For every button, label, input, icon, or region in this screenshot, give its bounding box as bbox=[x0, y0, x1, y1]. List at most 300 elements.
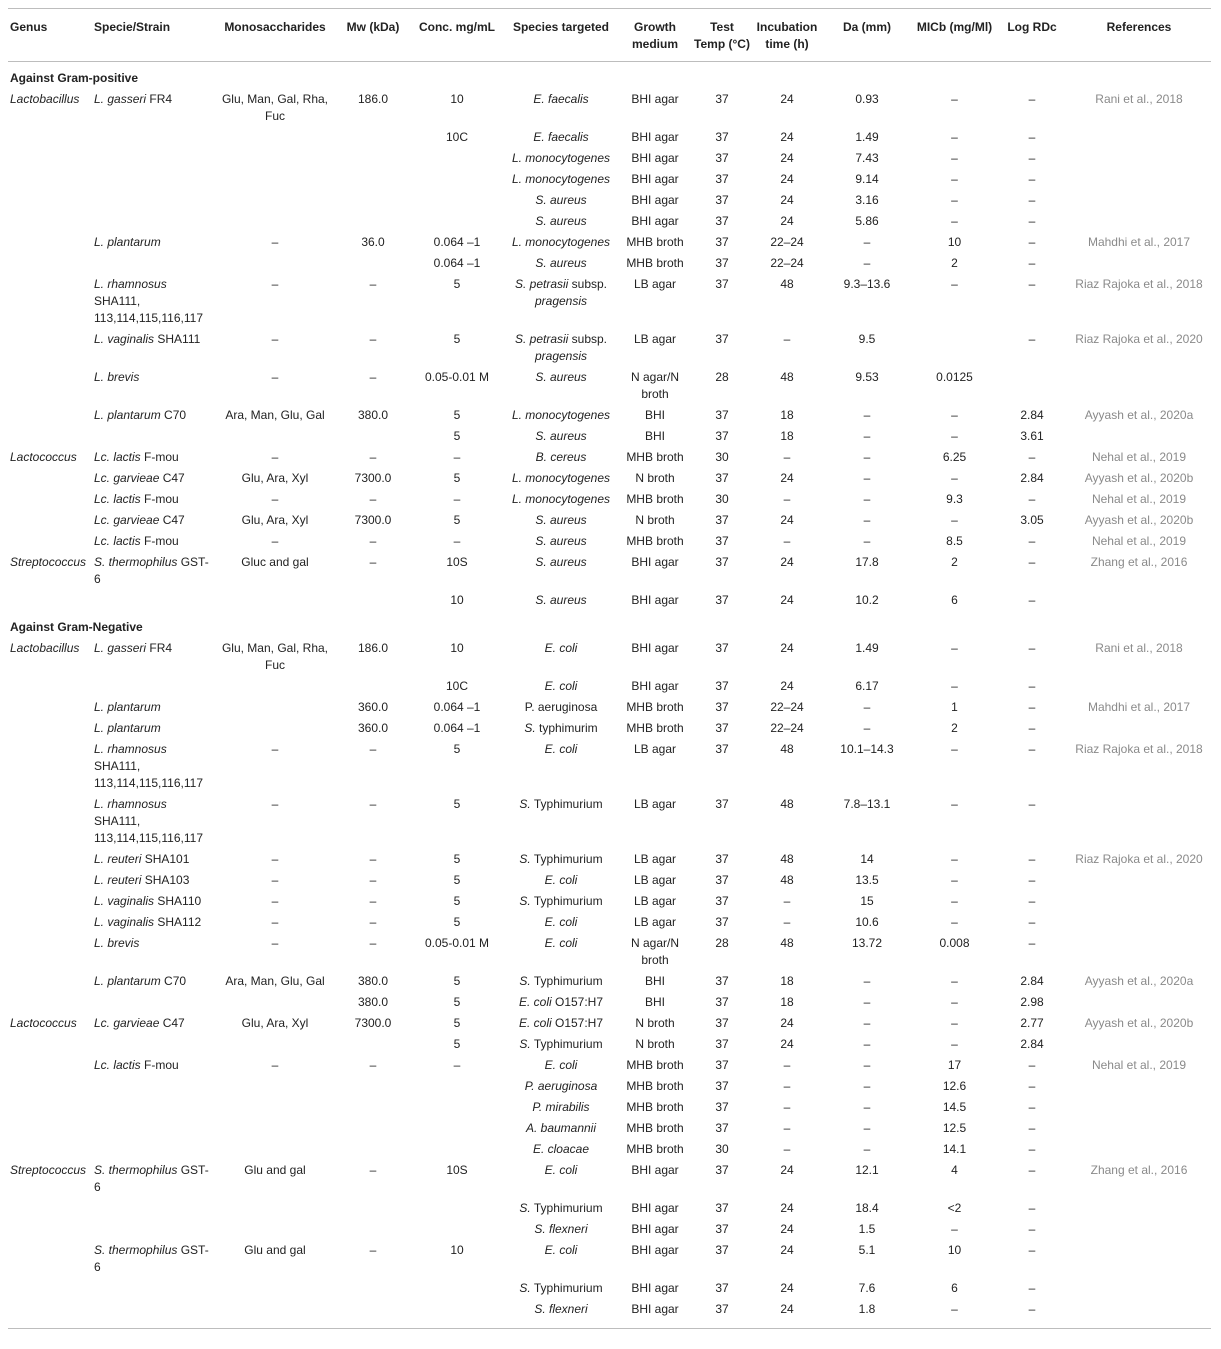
target-species: S. flexneri bbox=[534, 1302, 588, 1316]
strain-cell bbox=[92, 794, 214, 849]
monosaccharides-cell: – bbox=[271, 936, 279, 950]
time-cell: – bbox=[783, 1142, 791, 1156]
strain-name: SHA110 bbox=[154, 894, 202, 908]
conc-cell: 5 bbox=[453, 974, 461, 988]
conc-cell bbox=[410, 148, 504, 169]
conc-cell: 0.064 –1 bbox=[433, 235, 481, 249]
table-row bbox=[8, 552, 1211, 590]
temp-cell: 37 bbox=[715, 974, 729, 988]
monosaccharides-cell bbox=[214, 1118, 336, 1139]
conc-cell: 5 bbox=[453, 1037, 461, 1051]
target-qualifier: P. aeruginosa bbox=[524, 700, 598, 714]
medium-cell: MHB broth bbox=[626, 1079, 684, 1093]
mic-cell bbox=[912, 329, 997, 367]
target-species: S. aureus bbox=[535, 513, 587, 527]
logrd-cell bbox=[997, 367, 1067, 405]
monosaccharides-cell: – bbox=[271, 370, 279, 384]
conc-cell: 5 bbox=[453, 873, 461, 887]
genus-cell bbox=[8, 1198, 92, 1219]
target-species: S. aureus bbox=[535, 256, 587, 270]
logrd-cell: – bbox=[1028, 256, 1036, 270]
col-header-incubation-time: Incubation time (h) bbox=[752, 9, 822, 62]
monosaccharides-cell bbox=[214, 1139, 336, 1160]
mic-cell: 2 bbox=[951, 256, 958, 270]
mw-cell bbox=[336, 1299, 410, 1329]
medium-cell: BHI bbox=[644, 995, 665, 1009]
medium-cell: BHI agar bbox=[631, 1201, 679, 1215]
reference-cell bbox=[1067, 676, 1211, 697]
medium-cell: LB agar bbox=[633, 915, 677, 929]
logrd-cell: 2.98 bbox=[1020, 995, 1044, 1009]
mw-cell bbox=[336, 211, 410, 232]
genus-cell bbox=[8, 1013, 92, 1034]
col-header-da: Da (mm) bbox=[822, 9, 912, 62]
target-cell bbox=[504, 891, 618, 912]
strain-cell bbox=[92, 148, 214, 169]
da-cell: – bbox=[863, 408, 871, 422]
temp-cell: 30 bbox=[715, 1142, 729, 1156]
genus-cell bbox=[8, 211, 92, 232]
target-species: S. aureus bbox=[535, 534, 587, 548]
genus-cell bbox=[8, 329, 92, 367]
time-cell: 24 bbox=[780, 130, 794, 144]
strain-name: FR4 bbox=[146, 92, 173, 106]
conc-cell bbox=[410, 1198, 504, 1219]
medium-cell: BHI agar bbox=[631, 1281, 679, 1295]
da-cell: 7.6 bbox=[858, 1281, 876, 1295]
reference-cell bbox=[1067, 127, 1211, 148]
genus-cell bbox=[8, 870, 92, 891]
monosaccharides-cell: – bbox=[271, 492, 279, 506]
table-row bbox=[8, 447, 1211, 468]
temp-cell: 37 bbox=[715, 92, 729, 106]
time-cell: – bbox=[783, 894, 791, 908]
mw-cell bbox=[336, 590, 410, 611]
table-row bbox=[8, 1278, 1211, 1299]
monosaccharides-cell bbox=[214, 697, 336, 718]
monosaccharides-cell bbox=[214, 190, 336, 211]
conc-cell: 5 bbox=[453, 408, 461, 422]
conc-cell: 10 bbox=[450, 92, 464, 106]
target-cell bbox=[504, 232, 618, 253]
strain-cell bbox=[92, 489, 214, 510]
time-cell: 22–24 bbox=[770, 235, 804, 249]
logrd-cell: 2.84 bbox=[1020, 408, 1044, 422]
mic-cell: – bbox=[951, 1222, 958, 1236]
table-row bbox=[8, 1299, 1211, 1329]
genus-cell bbox=[8, 739, 92, 794]
mic-cell: 1 bbox=[951, 700, 958, 714]
target-species: E. faecalis bbox=[533, 130, 589, 144]
temp-cell: 37 bbox=[715, 679, 729, 693]
strain-name: FR4 bbox=[146, 641, 173, 655]
strain-cell bbox=[92, 1139, 214, 1160]
medium-cell: MHB broth bbox=[626, 256, 684, 270]
reference-cell bbox=[1067, 1240, 1211, 1278]
strain-cell bbox=[92, 870, 214, 891]
mw-cell: – bbox=[369, 492, 377, 506]
reference-cell bbox=[1067, 1118, 1211, 1139]
mw-cell: – bbox=[369, 742, 377, 756]
temp-cell: 37 bbox=[715, 700, 729, 714]
target-species: E. coli bbox=[544, 915, 578, 929]
da-cell: – bbox=[863, 1142, 871, 1156]
mw-cell bbox=[336, 426, 410, 447]
table-row bbox=[8, 590, 1211, 611]
table-row bbox=[8, 718, 1211, 739]
monosaccharides-cell: Ara, Man, Glu, Gal bbox=[225, 408, 325, 422]
species-name: S. thermophilus bbox=[94, 1163, 178, 1177]
da-cell: – bbox=[863, 450, 871, 464]
medium-cell: LB agar bbox=[633, 797, 677, 811]
table-row bbox=[8, 190, 1211, 211]
target-cell bbox=[504, 1278, 618, 1299]
table-row bbox=[8, 253, 1211, 274]
time-cell: 24 bbox=[780, 193, 794, 207]
target-qualifier: subsp. pragensis bbox=[534, 332, 608, 363]
medium-cell: BHI agar bbox=[631, 1222, 679, 1236]
mic-cell: 2 bbox=[951, 555, 958, 569]
strain-cell bbox=[92, 1097, 214, 1118]
table-row bbox=[8, 531, 1211, 552]
conc-cell: 10C bbox=[445, 679, 468, 693]
temp-cell: 28 bbox=[715, 370, 729, 384]
genus-cell bbox=[8, 849, 92, 870]
da-cell: 12.1 bbox=[855, 1163, 879, 1177]
temp-cell: 37 bbox=[715, 471, 729, 485]
target-cell bbox=[504, 89, 618, 127]
temp-cell: 37 bbox=[715, 235, 729, 249]
genus-cell bbox=[8, 1139, 92, 1160]
temp-cell: 37 bbox=[715, 1016, 729, 1030]
genus-cell bbox=[8, 552, 92, 590]
target-species: A. baumannii bbox=[525, 1121, 597, 1135]
table-row bbox=[8, 891, 1211, 912]
mic-cell: – bbox=[951, 1016, 958, 1030]
logrd-cell: – bbox=[1028, 1142, 1036, 1156]
medium-cell: LB agar bbox=[633, 332, 677, 346]
target-species: E. coli bbox=[518, 1016, 552, 1030]
medium-cell: MHB broth bbox=[626, 450, 684, 464]
strain-cell bbox=[92, 739, 214, 794]
genus-cell bbox=[8, 638, 92, 676]
target-cell bbox=[504, 794, 618, 849]
target-cell bbox=[504, 329, 618, 367]
reference-cell bbox=[1067, 367, 1211, 405]
da-cell: 9.3–13.6 bbox=[843, 277, 891, 291]
mw-cell: – bbox=[369, 852, 377, 866]
genus-cell bbox=[8, 1097, 92, 1118]
reference-cell bbox=[1067, 794, 1211, 849]
mw-cell: – bbox=[369, 936, 377, 950]
conc-cell: 5 bbox=[453, 513, 461, 527]
mic-cell: 10 bbox=[947, 1243, 962, 1257]
target-cell bbox=[504, 552, 618, 590]
genus-cell bbox=[8, 253, 92, 274]
target-cell bbox=[504, 1097, 618, 1118]
da-cell: 3.16 bbox=[855, 193, 879, 207]
time-cell: – bbox=[783, 1058, 791, 1072]
conc-cell: 0.064 –1 bbox=[433, 700, 481, 714]
reference-cell: Nehal et al., 2019 bbox=[1091, 492, 1187, 506]
strain-cell bbox=[92, 849, 214, 870]
temp-cell: 37 bbox=[715, 1058, 729, 1072]
medium-cell: BHI agar bbox=[631, 593, 679, 607]
genus-cell bbox=[8, 127, 92, 148]
mw-cell bbox=[336, 1076, 410, 1097]
mw-cell: – bbox=[369, 450, 377, 464]
mw-cell bbox=[336, 190, 410, 211]
reference-cell bbox=[1067, 211, 1211, 232]
logrd-cell: – bbox=[1028, 894, 1036, 908]
da-cell: – bbox=[863, 256, 871, 270]
table-row bbox=[8, 127, 1211, 148]
target-species: B. cereus bbox=[535, 450, 587, 464]
table-row bbox=[8, 1219, 1211, 1240]
strain-cell bbox=[92, 1013, 214, 1034]
mic-cell: 10 bbox=[947, 235, 962, 249]
genus-cell bbox=[8, 447, 92, 468]
mic-cell: – bbox=[951, 471, 958, 485]
monosaccharides-cell bbox=[214, 253, 336, 274]
medium-cell: BHI agar bbox=[631, 679, 679, 693]
reference-cell: Riaz Rajoka et al., 2020 bbox=[1075, 332, 1203, 346]
table-row bbox=[8, 676, 1211, 697]
conc-cell: 10 bbox=[450, 641, 464, 655]
target-species: S. petrasii bbox=[514, 332, 569, 346]
data-table bbox=[8, 8, 1211, 1329]
species-name: L. plantarum bbox=[94, 408, 161, 422]
reference-cell: Nehal et al., 2019 bbox=[1091, 534, 1187, 548]
medium-cell: MHB broth bbox=[626, 1121, 684, 1135]
reference-cell bbox=[1067, 1278, 1211, 1299]
time-cell: – bbox=[783, 1100, 791, 1114]
monosaccharides-cell: Glu, Man, Gal, Rha, Fuc bbox=[221, 641, 329, 672]
table-row bbox=[8, 849, 1211, 870]
logrd-cell: – bbox=[1028, 1100, 1036, 1114]
temp-cell: 37 bbox=[715, 1037, 729, 1051]
target-species: S. bbox=[519, 852, 531, 866]
da-cell: – bbox=[863, 429, 871, 443]
target-species: L. monocytogenes bbox=[511, 235, 611, 249]
temp-cell: 37 bbox=[715, 151, 729, 165]
strain-cell bbox=[92, 1055, 214, 1076]
reference-cell: Zhang et al., 2016 bbox=[1090, 555, 1188, 569]
target-cell bbox=[504, 676, 618, 697]
da-cell: 10.6 bbox=[855, 915, 879, 929]
monosaccharides-cell: – bbox=[271, 894, 279, 908]
target-cell bbox=[504, 468, 618, 489]
conc-cell: 10 bbox=[450, 593, 464, 607]
medium-cell: N broth bbox=[635, 1037, 675, 1051]
da-cell: 5.1 bbox=[858, 1243, 876, 1257]
conc-cell bbox=[410, 1278, 504, 1299]
time-cell: 24 bbox=[780, 172, 794, 186]
table-row bbox=[8, 426, 1211, 447]
table-row bbox=[8, 638, 1211, 676]
da-cell: – bbox=[863, 974, 871, 988]
target-species: E. coli bbox=[518, 995, 552, 1009]
conc-cell: – bbox=[453, 492, 461, 506]
mw-cell: 7300.0 bbox=[354, 513, 392, 527]
mic-cell: 9.3 bbox=[946, 492, 963, 506]
target-cell bbox=[504, 489, 618, 510]
genus-cell bbox=[8, 148, 92, 169]
genus-cell bbox=[8, 169, 92, 190]
target-cell bbox=[504, 127, 618, 148]
time-cell: 24 bbox=[780, 92, 794, 106]
monosaccharides-cell: Ara, Man, Glu, Gal bbox=[225, 974, 325, 988]
genus-cell bbox=[8, 1299, 92, 1329]
mic-cell: – bbox=[951, 214, 958, 228]
species-name: L. plantarum bbox=[94, 235, 161, 249]
target-cell bbox=[504, 253, 618, 274]
time-cell: 48 bbox=[780, 852, 794, 866]
monosaccharides-cell bbox=[214, 211, 336, 232]
col-header-mic: MICb (mg/Ml) bbox=[912, 9, 997, 62]
mic-cell: 14.1 bbox=[942, 1142, 967, 1156]
target-cell bbox=[504, 992, 618, 1013]
table-row bbox=[8, 1160, 1211, 1198]
logrd-cell: – bbox=[1028, 852, 1036, 866]
strain-cell bbox=[92, 1299, 214, 1329]
strain-cell bbox=[92, 590, 214, 611]
reference-cell bbox=[1067, 1198, 1211, 1219]
genus-name: Streptococcus bbox=[10, 1163, 87, 1177]
da-cell: 6.17 bbox=[855, 679, 879, 693]
target-cell bbox=[504, 211, 618, 232]
strain-cell bbox=[92, 552, 214, 590]
da-cell: 17.8 bbox=[855, 555, 879, 569]
monosaccharides-cell bbox=[214, 590, 336, 611]
medium-cell: BHI agar bbox=[631, 130, 679, 144]
medium-cell: LB agar bbox=[633, 742, 677, 756]
genus-cell bbox=[8, 489, 92, 510]
time-cell: 24 bbox=[780, 1016, 794, 1030]
genus-cell bbox=[8, 794, 92, 849]
monosaccharides-cell bbox=[214, 1278, 336, 1299]
reference-cell bbox=[1067, 870, 1211, 891]
mw-cell: – bbox=[369, 370, 377, 384]
da-cell: 9.53 bbox=[855, 370, 879, 384]
medium-cell: BHI agar bbox=[631, 641, 679, 655]
strain-cell bbox=[92, 211, 214, 232]
target-cell bbox=[504, 531, 618, 552]
mw-cell: – bbox=[369, 1163, 377, 1177]
table-row bbox=[8, 1097, 1211, 1118]
strain-cell bbox=[92, 971, 214, 992]
species-name: Lc. garvieae bbox=[94, 471, 160, 485]
table-row bbox=[8, 274, 1211, 329]
medium-cell: MHB broth bbox=[626, 235, 684, 249]
logrd-cell: – bbox=[1028, 700, 1036, 714]
da-cell: 1.8 bbox=[822, 1299, 912, 1329]
medium-cell: MHB broth bbox=[626, 1100, 684, 1114]
mic-cell: – bbox=[951, 1037, 958, 1051]
logrd-cell: – bbox=[1028, 1281, 1036, 1295]
mic-cell: – bbox=[951, 797, 958, 811]
target-species: P. mirabilis bbox=[532, 1100, 590, 1114]
mw-cell bbox=[336, 676, 410, 697]
da-cell: – bbox=[863, 700, 871, 714]
mic-cell: – bbox=[951, 894, 958, 908]
temp-cell: 37 bbox=[715, 429, 729, 443]
genus-cell bbox=[8, 510, 92, 531]
temp-cell: 37 bbox=[715, 1243, 729, 1257]
medium-cell: N broth bbox=[635, 1016, 675, 1030]
monosaccharides-cell bbox=[214, 1097, 336, 1118]
temp-cell: 37 bbox=[715, 641, 729, 655]
time-cell: 24 bbox=[780, 1201, 794, 1215]
temp-cell: 37 bbox=[715, 1163, 729, 1177]
da-cell: 14 bbox=[860, 852, 874, 866]
table-row bbox=[8, 1139, 1211, 1160]
logrd-cell: – bbox=[1028, 915, 1036, 929]
da-cell: 1.5 bbox=[858, 1222, 876, 1236]
genus-cell bbox=[8, 992, 92, 1013]
mic-cell: – bbox=[951, 873, 958, 887]
target-cell bbox=[504, 405, 618, 426]
time-cell: 24 bbox=[780, 1222, 794, 1236]
da-cell: – bbox=[863, 235, 871, 249]
monosaccharides-cell bbox=[214, 148, 336, 169]
mw-cell: 360.0 bbox=[357, 721, 389, 735]
conc-cell: 5 bbox=[453, 852, 461, 866]
da-cell: 7.8–13.1 bbox=[843, 797, 891, 811]
medium-cell: LB agar bbox=[633, 873, 677, 887]
target-species: S. bbox=[519, 894, 531, 908]
target-species: E. coli bbox=[544, 742, 578, 756]
conc-cell: 0.064 –1 bbox=[433, 721, 481, 735]
time-cell: – bbox=[783, 534, 791, 548]
strain-name: SHA111, 113,114,115,116,117 bbox=[94, 759, 203, 790]
reference-cell bbox=[1067, 912, 1211, 933]
target-species: L. monocytogenes bbox=[511, 408, 611, 422]
monosaccharides-cell bbox=[214, 127, 336, 148]
temp-cell: 37 bbox=[715, 873, 729, 887]
monosaccharides-cell: – bbox=[271, 915, 279, 929]
da-cell: 1.49 bbox=[855, 130, 879, 144]
strain-cell bbox=[92, 638, 214, 676]
mw-cell: – bbox=[369, 894, 377, 908]
medium-cell: BHI agar bbox=[631, 555, 679, 569]
mw-cell: – bbox=[369, 1058, 377, 1072]
time-cell: 24 bbox=[780, 555, 794, 569]
mw-cell bbox=[336, 1139, 410, 1160]
strain-cell bbox=[92, 1118, 214, 1139]
genus-cell bbox=[8, 468, 92, 489]
genus-cell bbox=[8, 718, 92, 739]
temp-cell: 37 bbox=[715, 1121, 729, 1135]
logrd-cell: – bbox=[1028, 593, 1036, 607]
strain-name: GST-6 bbox=[94, 1243, 209, 1274]
conc-cell: – bbox=[453, 1058, 461, 1072]
genus-cell bbox=[8, 1076, 92, 1097]
mw-cell: 7300.0 bbox=[354, 1016, 392, 1030]
table-row bbox=[8, 367, 1211, 405]
da-cell: – bbox=[863, 1037, 871, 1051]
genus-cell bbox=[8, 891, 92, 912]
mw-cell: – bbox=[369, 1243, 377, 1257]
da-cell: 9.14 bbox=[855, 172, 879, 186]
reference-cell bbox=[1067, 590, 1211, 611]
strain-cell bbox=[92, 1034, 214, 1055]
logrd-cell: – bbox=[1028, 130, 1036, 144]
target-cell bbox=[504, 1198, 618, 1219]
table-row bbox=[8, 794, 1211, 849]
time-cell: 18 bbox=[780, 974, 794, 988]
species-name: Lc. garvieae bbox=[94, 513, 160, 527]
